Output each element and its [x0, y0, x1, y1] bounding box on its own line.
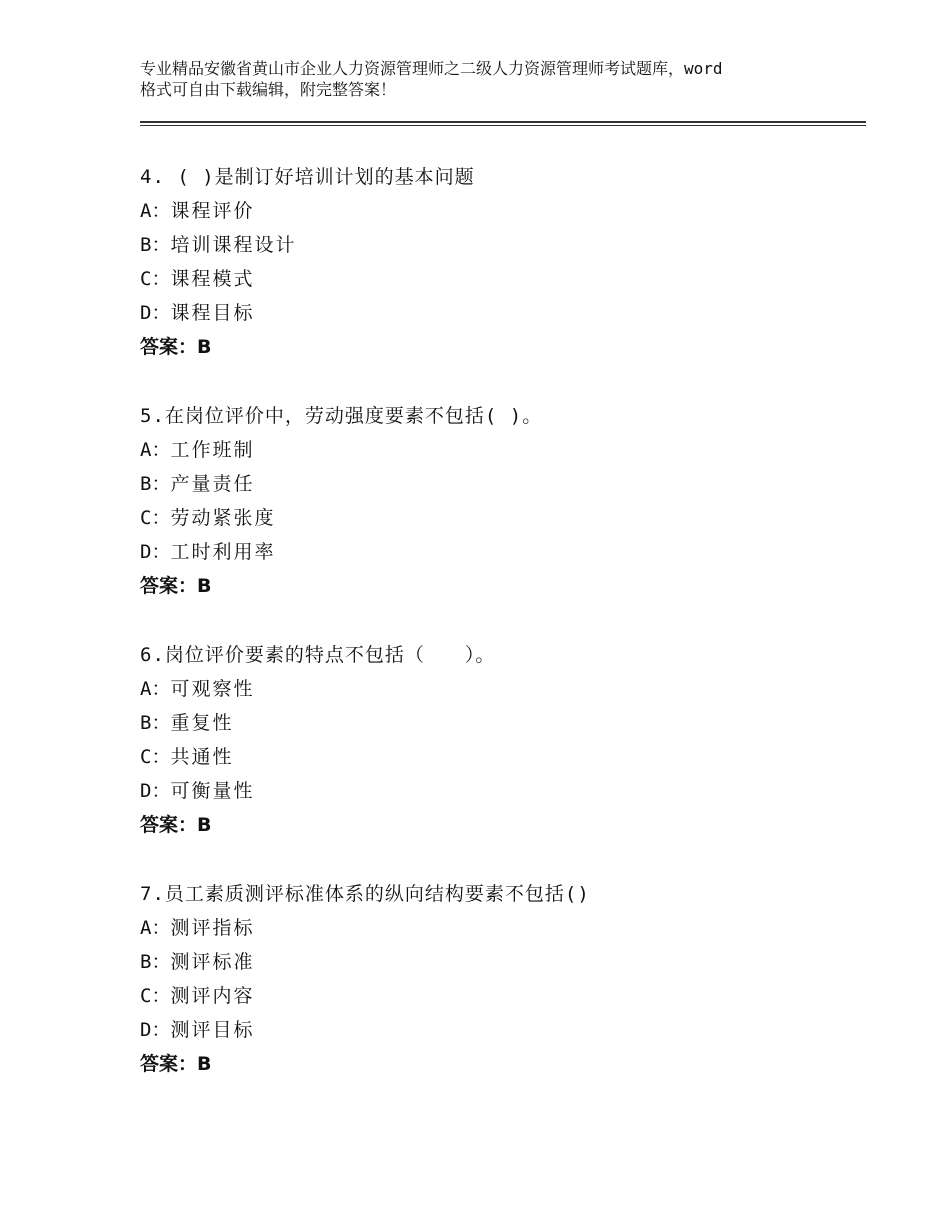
option-key: D： [140, 541, 171, 563]
question-item [140, 638, 880, 877]
option-a [140, 672, 880, 706]
option-b [140, 706, 880, 740]
option-key: B： [140, 473, 171, 495]
question-text: 6.岗位评价要素的特点不包括（ ）。 [140, 644, 496, 666]
question-item [140, 877, 880, 1116]
option-key: A： [140, 439, 171, 461]
header-line-1: 专业精品安徽省黄山市企业人力资源管理师之二级人力资源管理师考试题库，word [140, 59, 723, 78]
option-value: 测评标准 [170, 951, 255, 973]
option-value: 课程评价 [170, 200, 255, 222]
option-b [140, 467, 880, 501]
answer-label: 答案：B [140, 814, 212, 836]
option-value: 可观察性 [170, 678, 255, 700]
option-a [140, 911, 880, 945]
option-value: 测评内容 [170, 985, 255, 1007]
option-value: 课程模式 [170, 268, 255, 290]
option-value: 产量责任 [170, 473, 255, 495]
option-d [140, 296, 880, 330]
question-item [140, 399, 880, 638]
question-list [140, 160, 880, 1116]
option-key: D： [140, 302, 171, 324]
option-key: B： [140, 712, 171, 734]
option-d [140, 535, 880, 569]
option-key: A： [140, 678, 171, 700]
option-value: 课程目标 [170, 302, 255, 324]
option-value: 测评目标 [170, 1019, 255, 1041]
option-value: 可衡量性 [170, 780, 255, 802]
option-c [140, 501, 880, 535]
option-value: 共通性 [170, 746, 234, 768]
option-key: C： [140, 507, 171, 529]
option-value: 工时利用率 [170, 541, 276, 563]
option-key: A： [140, 200, 171, 222]
option-b [140, 228, 880, 262]
header-divider-thick [140, 121, 866, 123]
option-c [140, 740, 880, 774]
document-header [140, 58, 840, 100]
option-key: B： [140, 951, 171, 973]
option-d [140, 774, 880, 808]
header-divider-thin [140, 125, 866, 126]
question-text: 4. ( )是制订好培训计划的基本问题 [140, 166, 475, 188]
option-key: D： [140, 1019, 171, 1041]
option-key: D： [140, 780, 171, 802]
option-value: 重复性 [170, 712, 234, 734]
option-d [140, 1013, 880, 1047]
option-c [140, 262, 880, 296]
option-a [140, 433, 880, 467]
option-value: 培训课程设计 [170, 234, 297, 256]
answer-label: 答案：B [140, 1053, 212, 1075]
option-a [140, 194, 880, 228]
option-c [140, 979, 880, 1013]
answer-label: 答案：B [140, 336, 212, 358]
answer-label: 答案：B [140, 575, 212, 597]
option-value: 工作班制 [170, 439, 255, 461]
option-key: C： [140, 746, 171, 768]
option-value: 劳动紧张度 [170, 507, 276, 529]
question-text: 5.在岗位评价中，劳动强度要素不包括( )。 [140, 405, 543, 427]
question-item [140, 160, 880, 399]
option-key: B： [140, 234, 171, 256]
option-b [140, 945, 880, 979]
option-key: C： [140, 985, 171, 1007]
header-line-2: 格式可自由下载编辑，附完整答案！ [140, 80, 397, 99]
option-key: A： [140, 917, 171, 939]
option-key: C： [140, 268, 171, 290]
option-value: 测评指标 [170, 917, 255, 939]
question-text: 7.员工素质测评标准体系的纵向结构要素不包括() [140, 883, 590, 905]
